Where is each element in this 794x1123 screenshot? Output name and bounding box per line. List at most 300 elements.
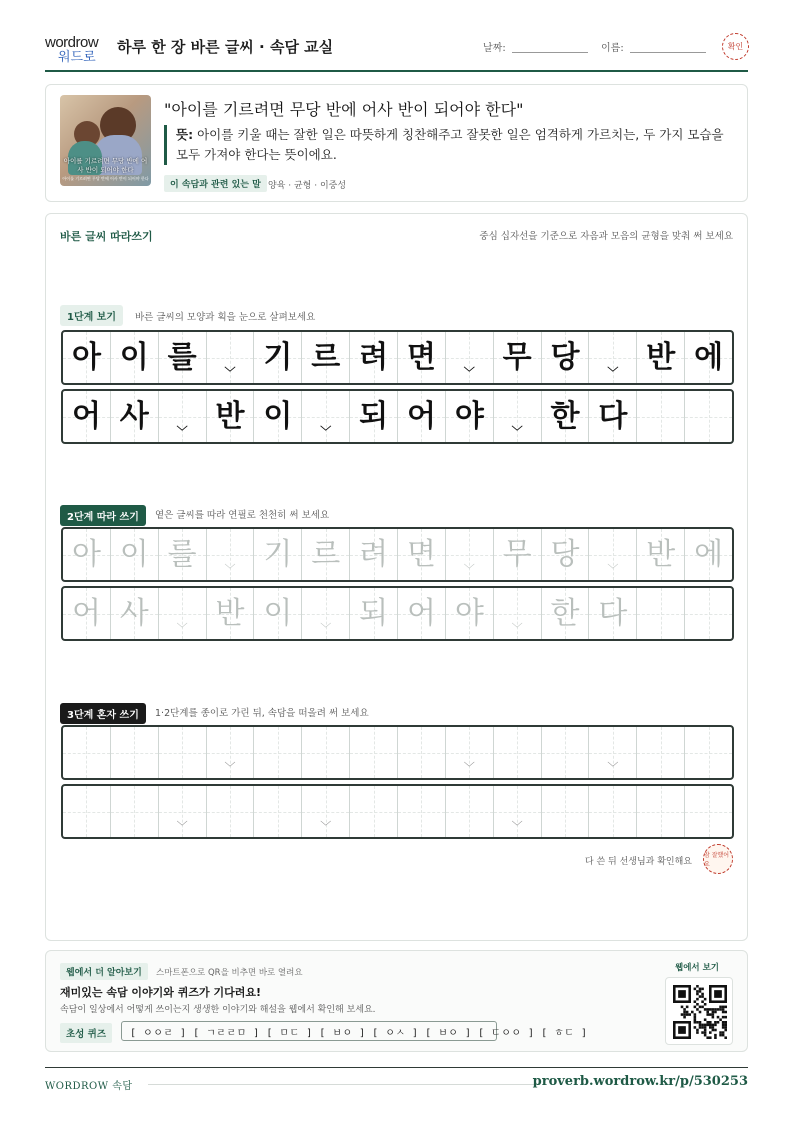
grid-char: 에 xyxy=(694,536,724,572)
grid-cell xyxy=(542,391,590,442)
qr-module xyxy=(712,1008,715,1011)
qr-module xyxy=(722,1031,725,1034)
grid-cell[interactable] xyxy=(159,529,207,580)
space-mark-icon: ﹀ xyxy=(320,820,332,833)
grid-cell[interactable] xyxy=(446,529,494,580)
grid-char: 이 xyxy=(263,595,293,631)
grid-cell[interactable] xyxy=(446,588,494,639)
qr-module xyxy=(701,993,704,996)
qr-module xyxy=(714,1021,717,1024)
grid-char: 르 xyxy=(311,536,341,572)
qr-module xyxy=(696,1031,699,1034)
qr-module xyxy=(701,1006,704,1009)
qr-module xyxy=(694,988,697,991)
qr-module xyxy=(719,1018,722,1021)
grid-cell[interactable] xyxy=(542,727,590,778)
grid-char: 기 xyxy=(263,339,293,375)
teaser-subtitle: 속담이 일상에서 어떻게 쓰이는지 생생한 이야기와 해설을 웹에서 확인해 보세요. xyxy=(60,1005,376,1015)
qr-module xyxy=(724,1006,727,1009)
grid-char: 무 xyxy=(502,536,532,572)
grid-cell[interactable] xyxy=(685,529,732,580)
grid-cell[interactable] xyxy=(302,727,350,778)
grid-cell[interactable] xyxy=(494,588,542,639)
space-mark-icon: ﹀ xyxy=(224,366,236,379)
stage1-hint: 바른 글씨의 모양과 획을 눈으로 살펴보세요 xyxy=(135,312,316,323)
qr-module xyxy=(709,1024,712,1027)
qr-module xyxy=(704,1026,707,1029)
grid-cell xyxy=(446,391,494,442)
grid-cell[interactable] xyxy=(207,588,255,639)
qr-module xyxy=(706,1011,709,1014)
grid-cell[interactable] xyxy=(542,529,590,580)
grid-cell xyxy=(494,332,542,383)
qr-module xyxy=(694,1006,697,1009)
stage3-row-1[interactable] xyxy=(61,725,734,780)
qr-module xyxy=(694,1016,697,1019)
space-mark-icon: ﹀ xyxy=(320,425,332,438)
meaning-label: 뜻: xyxy=(176,127,194,142)
grid-cell xyxy=(494,391,542,442)
grid-cell[interactable] xyxy=(207,529,255,580)
grid-cell[interactable] xyxy=(302,786,350,837)
qr-module xyxy=(678,990,686,998)
grid-cell[interactable] xyxy=(685,786,732,837)
grid-cell xyxy=(637,391,685,442)
qr-module xyxy=(712,1011,715,1014)
grid-char: 려 xyxy=(359,339,389,375)
qr-module xyxy=(683,1011,686,1014)
stage2-row-2[interactable] xyxy=(61,586,734,641)
practice-card xyxy=(45,213,748,941)
grid-cell[interactable] xyxy=(398,727,446,778)
grid-char: 사 xyxy=(119,595,149,631)
qr-module xyxy=(701,995,704,998)
qr-module xyxy=(709,1036,712,1039)
grid-cell[interactable] xyxy=(494,529,542,580)
qr-module xyxy=(709,1031,712,1034)
qr-module xyxy=(714,1036,717,1039)
space-mark-icon: ﹀ xyxy=(511,622,523,635)
space-mark-icon: ﹀ xyxy=(224,563,236,576)
qr-module xyxy=(696,1008,699,1011)
grid-char: 어 xyxy=(71,398,101,434)
practice-hint: 중심 십자선을 기준으로 자음과 모음의 균형을 맞춰 써 보세요 xyxy=(479,231,733,242)
grid-cell[interactable] xyxy=(589,588,637,639)
grid-char: 에 xyxy=(694,339,724,375)
related-words: 양육 · 균형 · 이중성 xyxy=(268,181,347,191)
qr-module xyxy=(722,1024,725,1027)
grid-cell[interactable] xyxy=(254,786,302,837)
grid-cell xyxy=(207,332,255,383)
grid-char: 무 xyxy=(502,339,532,375)
qr-module xyxy=(704,1029,707,1032)
qr-module xyxy=(704,1024,707,1027)
proverb-text: "아이를 기르려면 무당 반에 어사 반이 되어야 한다" xyxy=(164,100,524,119)
grid-char: 야 xyxy=(454,398,484,434)
qr-module xyxy=(686,1006,689,1009)
qr-module xyxy=(704,1018,707,1021)
grid-cell xyxy=(685,332,732,383)
space-mark-icon: ﹀ xyxy=(176,425,188,438)
grid-cell[interactable] xyxy=(111,786,159,837)
qr-module xyxy=(724,1029,727,1032)
grid-cell[interactable] xyxy=(350,588,398,639)
grid-char: 이 xyxy=(263,398,293,434)
qr-module xyxy=(724,1036,727,1039)
grid-cell[interactable] xyxy=(446,727,494,778)
stage3-badge: 3단계 혼자 쓰기 xyxy=(60,703,146,724)
grid-char: 반 xyxy=(646,339,676,375)
qr-module xyxy=(717,1016,720,1019)
chosung-quiz: [ ㅇㅇㄹ ] [ ㄱㄹㄹㅁ ] [ ㅁㄷ ] [ ㅂㅇ ] [ ㅇㅅ ] [ ㅂㅇ ] [ ㄷㅇㅇ ] [ ㅎㄷ ] xyxy=(121,1021,497,1041)
grid-cell[interactable] xyxy=(302,529,350,580)
qr-module xyxy=(719,1031,722,1034)
grid-cell[interactable] xyxy=(589,529,637,580)
qr-module xyxy=(694,1000,697,1003)
qr-module xyxy=(681,1013,684,1016)
qr-module xyxy=(704,1003,707,1006)
stage1-row-1 xyxy=(61,330,734,385)
proverb-illustration xyxy=(60,95,151,186)
qr-module xyxy=(699,1026,702,1029)
grid-cell[interactable] xyxy=(398,529,446,580)
space-mark-icon: ﹀ xyxy=(320,622,332,635)
grid-cell xyxy=(159,391,207,442)
grid-cell[interactable] xyxy=(398,786,446,837)
qr-module xyxy=(706,1024,709,1027)
grid-char: 아 xyxy=(71,339,101,375)
grid-char: 한 xyxy=(550,398,580,434)
grid-cell[interactable] xyxy=(111,727,159,778)
qr-module xyxy=(694,1013,697,1016)
qr-module xyxy=(724,1011,727,1014)
qr-module xyxy=(694,1018,697,1021)
name-field[interactable] xyxy=(630,52,706,53)
grid-cell xyxy=(398,332,446,383)
qr-module xyxy=(712,1026,715,1029)
qr-module xyxy=(699,990,702,993)
grid-char: 면 xyxy=(406,339,436,375)
qr-module xyxy=(724,1016,727,1019)
grid-char: 되 xyxy=(359,595,389,631)
stage2-badge: 2단계 따라 쓰기 xyxy=(60,505,146,526)
space-mark-icon: ﹀ xyxy=(224,761,236,774)
qr-module xyxy=(717,1008,720,1011)
qr-module xyxy=(712,1013,715,1016)
qr-module xyxy=(722,1008,725,1011)
grid-cell xyxy=(542,332,590,383)
qr-module xyxy=(714,1011,717,1014)
grid-cell xyxy=(159,332,207,383)
qr-code[interactable] xyxy=(665,977,733,1045)
qr-module xyxy=(722,1006,725,1009)
grid-cell xyxy=(685,391,732,442)
qr-module xyxy=(712,1024,715,1027)
qr-module xyxy=(701,1000,704,1003)
qr-module xyxy=(709,1026,712,1029)
grid-cell[interactable] xyxy=(589,786,637,837)
grid-cell xyxy=(207,391,255,442)
qr-module xyxy=(704,1034,707,1037)
grid-char: 다 xyxy=(598,595,628,631)
grid-cell[interactable] xyxy=(207,727,255,778)
grid-cell[interactable] xyxy=(111,529,159,580)
qr-module xyxy=(704,1031,707,1034)
qr-module xyxy=(691,1011,694,1014)
qr-module xyxy=(704,998,707,1001)
qr-module xyxy=(724,1024,727,1027)
confirm-stamp-icon: 확인 xyxy=(722,33,749,60)
grid-cell[interactable] xyxy=(685,588,732,639)
qr-module xyxy=(714,990,722,998)
illustration-small-caption: 아이를 기르려면 무당 반에 어사 반이 되어야 한다 xyxy=(62,176,149,181)
proverb-meaning xyxy=(164,125,734,165)
space-mark-icon: ﹀ xyxy=(607,366,619,379)
grid-cell xyxy=(254,332,302,383)
qr-module xyxy=(722,1026,725,1029)
grid-cell[interactable] xyxy=(302,588,350,639)
qr-module xyxy=(719,1034,722,1037)
qr-module xyxy=(717,1021,720,1024)
page-header xyxy=(45,30,748,72)
footer-rule xyxy=(148,1084,538,1085)
grid-cell[interactable] xyxy=(637,529,685,580)
qr-module xyxy=(701,988,704,991)
qr-module xyxy=(706,1021,709,1024)
logo-korean: 워드로 xyxy=(58,49,96,64)
qr-label: 웹에서 보기 xyxy=(674,963,719,973)
qr-module xyxy=(709,1013,712,1016)
grid-cell[interactable] xyxy=(254,588,302,639)
footer-brand: WORDROW 속담 xyxy=(45,1081,133,1092)
space-mark-icon: ﹀ xyxy=(607,563,619,576)
qr-module xyxy=(722,1034,725,1037)
grid-cell xyxy=(446,332,494,383)
grid-char: 이 xyxy=(119,536,149,572)
good-job-stamp-icon: 참 잘했어요 xyxy=(703,844,733,874)
grid-cell xyxy=(350,391,398,442)
page-title: 하루 한 장 바른 글씨 · 속담 교실 xyxy=(117,38,334,56)
proverb-card xyxy=(45,84,748,202)
grid-cell[interactable] xyxy=(637,727,685,778)
grid-cell xyxy=(350,332,398,383)
grid-char: 한 xyxy=(550,595,580,631)
grid-cell[interactable] xyxy=(589,727,637,778)
space-mark-icon: ﹀ xyxy=(176,820,188,833)
grid-cell[interactable] xyxy=(207,786,255,837)
grid-cell[interactable] xyxy=(542,786,590,837)
grid-cell[interactable] xyxy=(159,786,207,837)
date-label: 날짜: xyxy=(483,43,506,54)
grid-char: 를 xyxy=(167,536,197,572)
grid-char: 반 xyxy=(215,595,245,631)
grid-char: 사 xyxy=(119,398,149,434)
grid-cell[interactable] xyxy=(63,727,111,778)
meaning-text: 아이를 키울 때는 잘한 일은 따뜻하게 칭찬해주고 잘못한 일은 엄격하게 가르치는, 두 가지 모습을 모두 가져야 한다는 뜻이에요. xyxy=(176,127,724,162)
grid-cell xyxy=(589,391,637,442)
qr-module xyxy=(714,1029,717,1032)
qr-module xyxy=(699,1011,702,1014)
qr-module xyxy=(696,985,699,988)
teaser-title: 재미있는 속담 이야기와 퀴즈가 기다려요! xyxy=(60,986,261,999)
grid-cell[interactable] xyxy=(159,588,207,639)
grid-cell xyxy=(637,332,685,383)
qr-module xyxy=(696,1029,699,1032)
qr-module xyxy=(699,995,702,998)
grid-cell[interactable] xyxy=(350,529,398,580)
qr-module xyxy=(683,1016,686,1019)
grid-cell xyxy=(589,332,637,383)
grid-cell xyxy=(398,391,446,442)
qr-module xyxy=(722,1016,725,1019)
qr-module xyxy=(701,1024,704,1027)
qr-module xyxy=(701,1031,704,1034)
footer-url[interactable]: proverb.wordrow.kr/p/530253 xyxy=(532,1074,748,1089)
illustration-caption: 아이를 기르려면 무당 반에 어사 반이 되어야 한다 xyxy=(63,157,148,174)
quiz-label: 초성 퀴즈 xyxy=(60,1023,112,1043)
date-field[interactable] xyxy=(512,52,588,53)
wordrow-logo xyxy=(45,34,109,66)
qr-module xyxy=(686,1013,689,1016)
stage1-badge: 1단계 보기 xyxy=(60,305,123,326)
grid-cell[interactable] xyxy=(63,529,111,580)
qr-module xyxy=(696,993,699,996)
qr-module xyxy=(696,998,699,1001)
qr-module xyxy=(706,1008,709,1011)
grid-cell[interactable] xyxy=(254,529,302,580)
grid-char: 반 xyxy=(215,398,245,434)
grid-cell[interactable] xyxy=(398,588,446,639)
qr-module xyxy=(722,1011,725,1014)
grid-char: 려 xyxy=(359,536,389,572)
space-mark-icon: ﹀ xyxy=(607,761,619,774)
qr-module xyxy=(699,1024,702,1027)
qr-module xyxy=(706,1013,709,1016)
grid-cell xyxy=(111,391,159,442)
qr-module xyxy=(681,1006,684,1009)
web-tag: 웹에서 더 알아보기 xyxy=(60,963,148,980)
grid-cell[interactable] xyxy=(159,727,207,778)
qr-module xyxy=(696,990,699,993)
grid-char: 반 xyxy=(646,536,676,572)
qr-module xyxy=(696,1021,699,1024)
web-card xyxy=(45,950,748,1052)
grid-cell[interactable] xyxy=(494,786,542,837)
space-mark-icon: ﹀ xyxy=(463,761,475,774)
grid-cell[interactable] xyxy=(637,588,685,639)
grid-cell xyxy=(302,391,350,442)
grid-cell[interactable] xyxy=(685,727,732,778)
qr-module xyxy=(724,1026,727,1029)
qr-code-icon xyxy=(673,985,727,1039)
qr-module xyxy=(712,1016,715,1019)
practice-title: 바른 글씨 따라쓰기 xyxy=(60,230,153,243)
grid-cell xyxy=(254,391,302,442)
qr-module xyxy=(683,1013,686,1016)
qr-module xyxy=(694,1021,697,1024)
qr-module xyxy=(683,1008,686,1011)
qr-module xyxy=(699,1006,702,1009)
grid-cell[interactable] xyxy=(494,727,542,778)
grid-char: 어 xyxy=(406,595,436,631)
grid-char: 르 xyxy=(311,339,341,375)
stage3-row-2[interactable] xyxy=(61,784,734,839)
stage2-row-1[interactable] xyxy=(61,527,734,582)
stage1-row-2 xyxy=(61,389,734,444)
space-mark-icon: ﹀ xyxy=(463,563,475,576)
qr-module xyxy=(709,1021,712,1024)
qr-module xyxy=(704,1008,707,1011)
qr-module xyxy=(709,1008,712,1011)
grid-char: 당 xyxy=(550,339,580,375)
web-hint: 스마트폰으로 QR을 비추면 바로 열려요 xyxy=(156,968,303,978)
qr-module xyxy=(714,1024,717,1027)
qr-module xyxy=(722,1021,725,1024)
grid-cell[interactable] xyxy=(254,727,302,778)
stage2-hint: 옅은 글씨를 따라 연필로 천천히 써 보세요 xyxy=(155,510,330,521)
grid-char: 되 xyxy=(359,398,389,434)
grid-char: 야 xyxy=(454,595,484,631)
qr-module xyxy=(699,988,702,991)
space-mark-icon: ﹀ xyxy=(511,820,523,833)
grid-char: 어 xyxy=(406,398,436,434)
qr-module xyxy=(688,1013,691,1016)
qr-module xyxy=(714,1034,717,1037)
qr-module xyxy=(678,1026,686,1034)
grid-cell[interactable] xyxy=(63,786,111,837)
grid-char: 기 xyxy=(263,536,293,572)
grid-char: 다 xyxy=(598,398,628,434)
qr-module xyxy=(719,1006,722,1009)
grid-cell xyxy=(111,332,159,383)
grid-char: 아 xyxy=(71,536,101,572)
qr-module xyxy=(686,1011,689,1014)
footer-divider xyxy=(45,1067,748,1068)
qr-module xyxy=(696,1003,699,1006)
grid-cell[interactable] xyxy=(111,588,159,639)
grid-cell[interactable] xyxy=(63,588,111,639)
space-mark-icon: ﹀ xyxy=(463,366,475,379)
check-note: 다 쓴 뒤 선생님과 확인해요 xyxy=(584,857,692,867)
qr-module xyxy=(694,1026,697,1029)
qr-module xyxy=(699,1021,702,1024)
grid-cell xyxy=(63,332,111,383)
grid-cell[interactable] xyxy=(542,588,590,639)
grid-cell xyxy=(302,332,350,383)
grid-char: 어 xyxy=(71,595,101,631)
grid-cell[interactable] xyxy=(350,786,398,837)
grid-cell[interactable] xyxy=(446,786,494,837)
grid-char: 이 xyxy=(119,339,149,375)
logo-wordmark: wordrow xyxy=(45,34,99,51)
grid-char: 당 xyxy=(550,536,580,572)
qr-module xyxy=(701,1026,704,1029)
stage3-hint: 1·2단계를 종이로 가린 뒤, 속담을 떠올려 써 보세요 xyxy=(155,708,369,719)
related-tag: 이 속담과 관련 있는 말 xyxy=(164,175,267,192)
qr-module xyxy=(719,1008,722,1011)
grid-char: 면 xyxy=(406,536,436,572)
qr-module xyxy=(714,1008,717,1011)
qr-module xyxy=(712,1029,715,1032)
name-label: 이름: xyxy=(601,43,624,54)
qr-module xyxy=(706,1036,709,1039)
grid-cell xyxy=(63,391,111,442)
qr-module xyxy=(724,1021,727,1024)
grid-cell[interactable] xyxy=(637,786,685,837)
space-mark-icon: ﹀ xyxy=(511,425,523,438)
grid-char: 를 xyxy=(167,339,197,375)
grid-cell[interactable] xyxy=(350,727,398,778)
